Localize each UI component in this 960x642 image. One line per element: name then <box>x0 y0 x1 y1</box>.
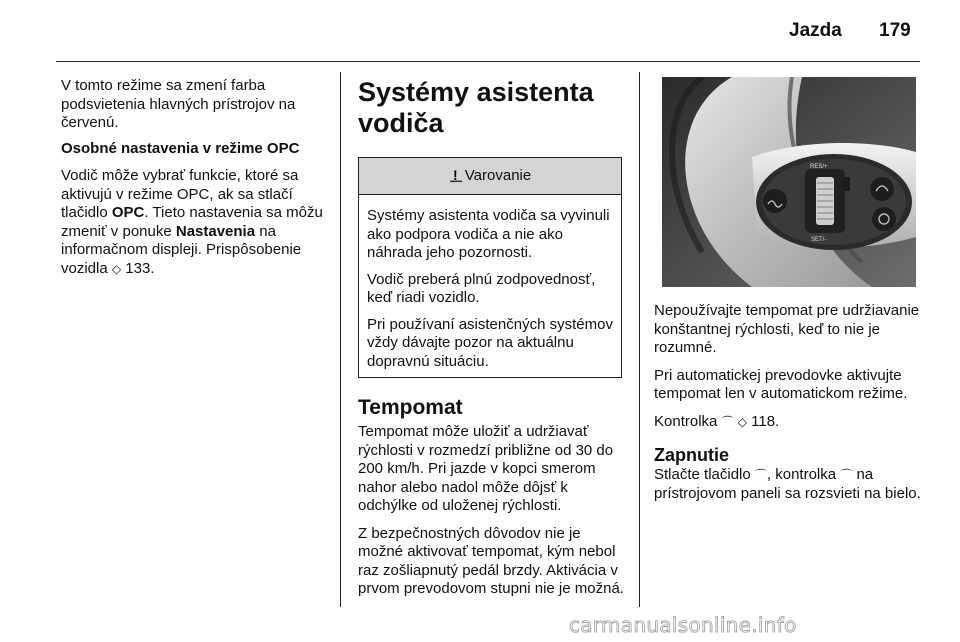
page-number: 179 <box>879 20 911 41</box>
cruise-control-icon: ⌒ <box>840 468 853 482</box>
zapnutie-heading: Zapnutie <box>654 445 729 465</box>
column-left <box>61 77 329 287</box>
page-reference-icon: ◇ <box>737 414 747 429</box>
automatic-gearbox-paragraph: Pri automatickej prevodovke aktivujte tempomat len v automatickom režime. <box>654 366 908 402</box>
page-reference-link[interactable]: 118. <box>746 412 780 430</box>
intro-paragraph: V tomto režime sa zmení farba podsvietenia hlavných prístrojov na červenú. <box>61 77 296 131</box>
warning-paragraph: Vodič preberá plnú zodpovednosť, keď riadi vozidlo. <box>367 270 596 306</box>
opc-subheading: Osobné nastavenia v režime OPC <box>61 139 300 157</box>
tempomat-heading: Tempomat <box>358 396 463 419</box>
watermark: carmanualsonline.info <box>569 613 797 637</box>
column-divider-left <box>340 72 341 607</box>
warning-icon <box>449 167 463 186</box>
settings-menu-label: Nastavenia <box>175 222 256 240</box>
svg-text:!: ! <box>452 167 458 182</box>
cruise-control-icon: ⌒ <box>721 414 734 429</box>
tempomat-paragraph: Tempomat môže uložiť a udržiavať rýchlosti v rozmedzí približne od 30 do 200 km/h. Pri jazde v kopci smerom nahor alebo nadol môže dôjsť k odchýlke od uloženej rýchlosti. <box>358 423 614 514</box>
warning-box <box>358 157 622 378</box>
warning-header <box>359 158 621 195</box>
column-divider-right <box>639 72 640 607</box>
opc-button-label: OPC <box>111 204 145 221</box>
svg-text:RES/+: RES/+ <box>810 164 828 170</box>
page-reference-icon: ◇ <box>111 261 122 276</box>
indicator-paragraph: Kontrolka ⌒ ◇ 118. <box>654 412 780 430</box>
steering-wheel-image <box>662 77 916 287</box>
header-rule <box>56 61 920 62</box>
svg-text:SET/-: SET/- <box>811 237 827 243</box>
cruise-control-icon: ⌒ <box>754 468 767 482</box>
zapnutie-paragraph: Stlačte tlačidlo ⌒, kontrolka ⌒ na prístrojovom paneli sa rozsvieti na bielo. <box>654 466 921 502</box>
page-header-title: Jazda <box>789 20 842 41</box>
warning-paragraph: Systémy asistenta vodiča sa vyvinuli ako podpora vodiča a nie ako náhrada jeho pozornosti. <box>367 207 610 261</box>
warning-heading: Varovanie <box>464 166 532 184</box>
page-reference-link[interactable]: 133. <box>125 259 155 277</box>
tempomat-note-paragraph: Nepoužívajte tempomat pre udržiavanie konštantnej rýchlosti, keď to nie je rozumné. <box>654 302 920 356</box>
tempomat-safety-paragraph: Z bezpečnostných dôvodov nie je možné aktivovať tempomat, kým nebol raz zošliapnutý pedál brzdy. Aktivácia v prvom prevodovom stupni nie je možná. <box>358 524 624 597</box>
opc-paragraph: Vodič môže vybrať funkcie, ktoré sa aktivujú v režime OPC, ak sa stlačí tlačidlo OPC. Tieto nastavenia sa môžu zmeniť v ponuke Nastavenia na informačnom displeji. Prispôsobenie vozidla ◇ 133. <box>61 167 323 277</box>
section-title: Systémy asistenta vodiča <box>358 77 594 138</box>
warning-body <box>359 195 621 377</box>
column-right <box>654 302 922 512</box>
column-middle <box>358 77 626 608</box>
warning-paragraph: Pri používaní asistenčných systémov vždy dávajte pozor na aktuálnu dopravnú situáciu. <box>367 315 613 370</box>
